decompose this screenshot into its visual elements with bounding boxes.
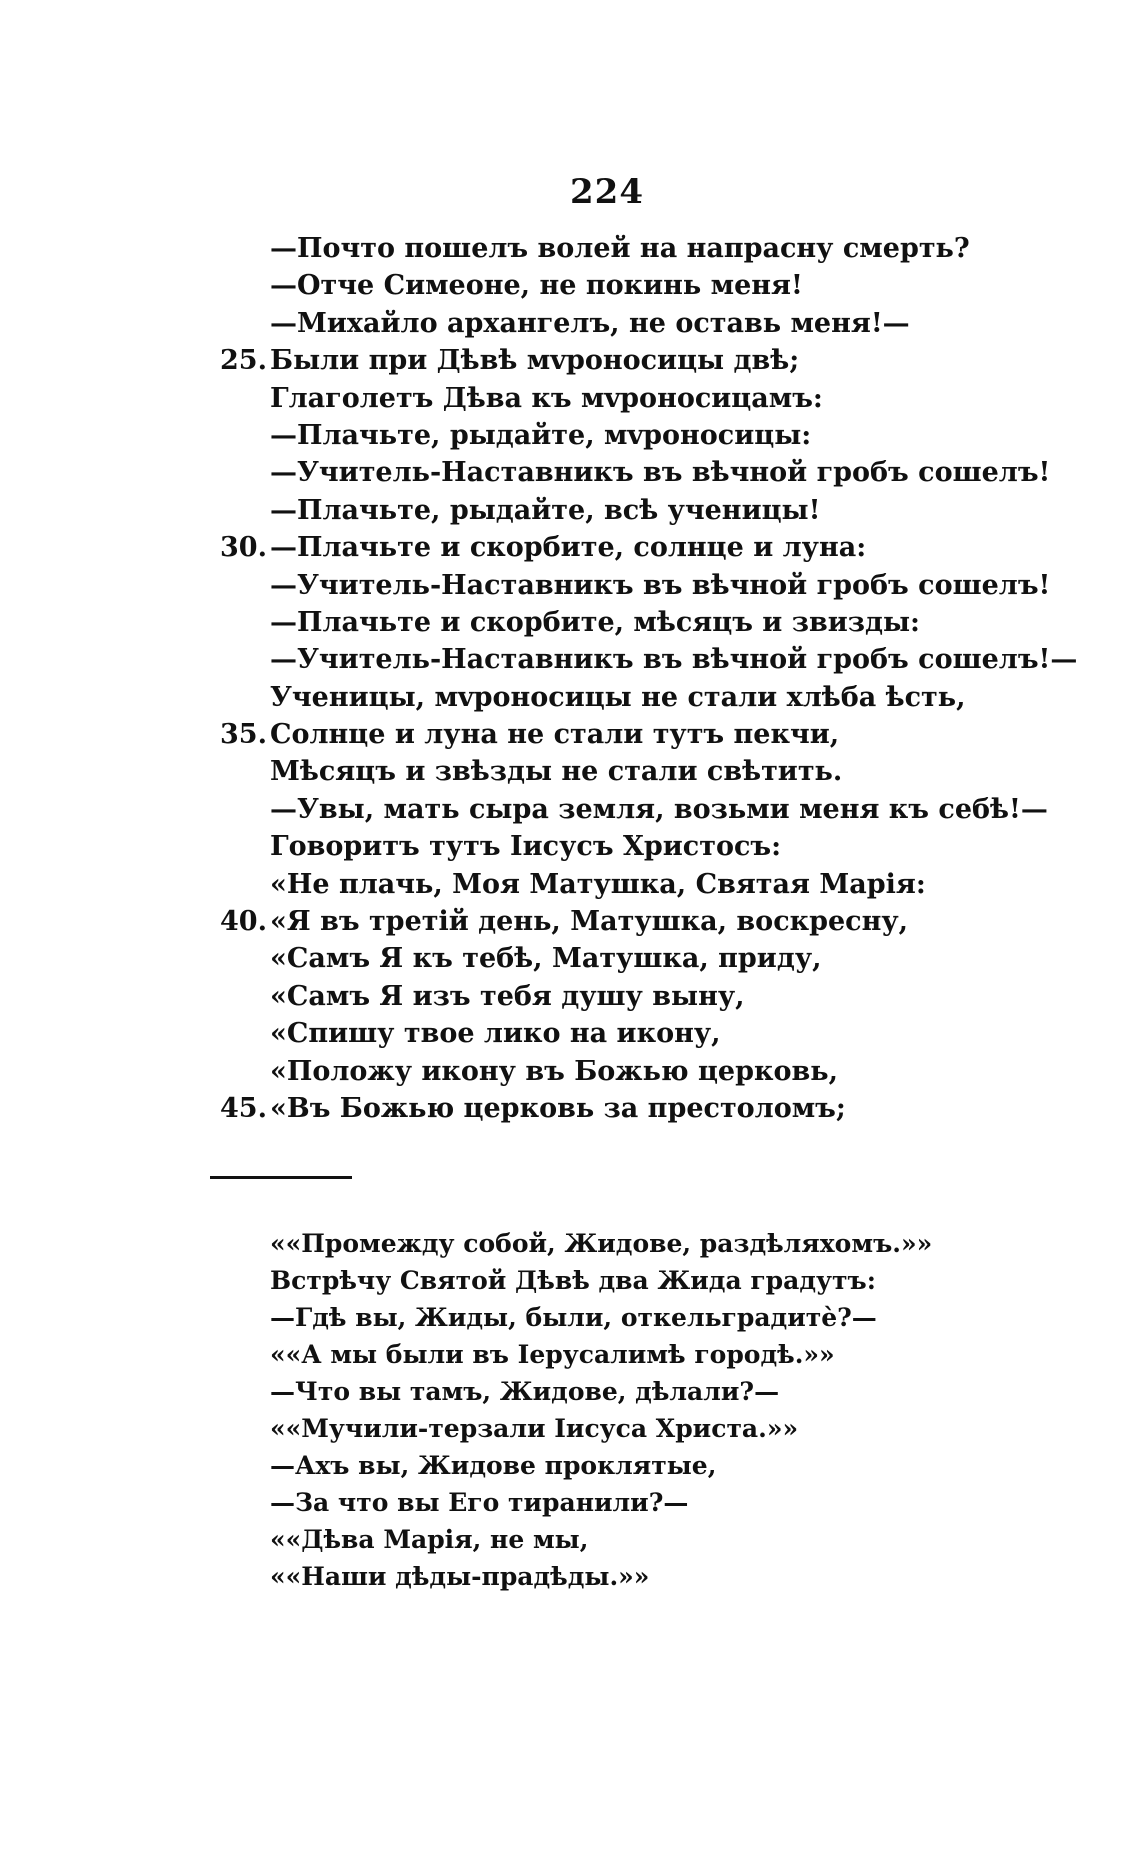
footnote-line: —За что вы Его тиранили?—	[270, 1488, 689, 1517]
page-number: 224	[570, 172, 644, 212]
footnote-line: ««Дѣва Марія, не мы,	[270, 1525, 589, 1554]
line-number: 25.	[220, 345, 267, 377]
verse-text: —Учитель-Наставникъ въ вѣчной гробъ сошелъ!	[270, 569, 1051, 601]
footnote-divider	[210, 1176, 352, 1179]
verse-block	[210, 230, 1078, 1127]
verse-line	[210, 492, 1010, 529]
footnote-line: ««Промежду собой, Жидове, раздѣляхомъ.»»	[270, 1229, 933, 1258]
verse-text: Солнце и луна не стали тутъ пекчи,	[270, 719, 840, 751]
verse-text: —Плачьте, рыдайте, мvроносицы:	[270, 419, 812, 451]
verse-line	[210, 828, 1010, 865]
verse-text: «Положу икону въ Божью церковь,	[270, 1055, 838, 1087]
verse-line	[210, 641, 1078, 678]
verse-text: «Не плачь, Моя Матушка, Святая Марія:	[270, 868, 926, 900]
footnote-line: ««Наши дѣды-прадѣды.»»	[270, 1562, 650, 1591]
footnote-block	[270, 1225, 970, 1595]
verse-text: Говоритъ тутъ Іисусъ Христосъ:	[270, 831, 782, 863]
footnote-line: ««А мы были въ Іерусалимѣ городѣ.»»	[270, 1340, 835, 1369]
verse-line	[210, 305, 1010, 342]
verse-line	[210, 716, 1010, 753]
verse-line	[210, 267, 1010, 304]
verse-line	[210, 1015, 1010, 1052]
verse-text: —Увы, мать сыра земля, возьми меня къ себѣ!—	[270, 793, 1048, 825]
verse-text: —Почто пошелъ волей на напрасну смерть?	[270, 233, 970, 264]
verse-text: —Учитель-Наставникъ въ вѣчной гробъ сошелъ!—	[270, 644, 1078, 676]
verse-text: Глаголетъ Дѣва къ мvроносицамъ:	[270, 382, 823, 414]
verse-line	[210, 1090, 1010, 1127]
footnote-line: Встрѣчу Святой Дѣвѣ два Жида градутъ:	[270, 1266, 876, 1295]
line-number: 35.	[220, 719, 267, 751]
footnote-line: —Что вы тамъ, Жидове, дѣлали?—	[270, 1377, 780, 1406]
verse-line	[210, 791, 1048, 828]
verse-text: —Михайло архангелъ, не оставь меня!—	[270, 307, 910, 339]
line-number: 30.	[220, 532, 267, 564]
verse-line	[210, 417, 1010, 454]
verse-line	[210, 529, 1010, 566]
verse-line	[210, 753, 1010, 790]
verse-text: —Плачьте и скорбите, солнце и луна:	[270, 532, 867, 564]
verse-text: Мѣсяцъ и звѣзды не стали свѣтить.	[270, 756, 843, 788]
footnote-line: ««Мучили-терзали Іисуса Христа.»»	[270, 1414, 799, 1443]
line-number: 45.	[220, 1092, 267, 1124]
verse-text: «Я въ третій день, Матушка, воскресну,	[270, 906, 909, 938]
verse-line	[210, 230, 1010, 267]
verse-line	[210, 1053, 1010, 1090]
verse-text: —Отче Симеоне, не покинь меня!	[270, 270, 803, 302]
verse-text: «Самъ Я изъ тебя душу выну,	[270, 980, 745, 1012]
footnote-line: —Гдѣ вы, Жиды, были, откельградитѐ?—	[270, 1303, 877, 1332]
verse-line	[210, 903, 1010, 940]
verse-text: Ученицы, мvроносицы не стали хлѣба ѣсть,	[270, 681, 966, 713]
verse-line	[210, 679, 1010, 716]
verse-text: —Учитель-Наставникъ въ вѣчной гробъ сошелъ!	[270, 457, 1051, 489]
verse-line	[210, 454, 1051, 491]
verse-line	[210, 978, 1010, 1015]
verse-line	[210, 866, 1010, 903]
verse-text: «Спишу твое лико на икону,	[270, 1018, 721, 1050]
verse-line	[210, 342, 1010, 379]
verse-line	[210, 567, 1051, 604]
verse-line	[210, 380, 1010, 417]
verse-line	[210, 604, 1010, 641]
verse-text: «Самъ Я къ тебѣ, Матушка, приду,	[270, 943, 822, 975]
verse-text: «Въ Божью церковь за престоломъ;	[270, 1092, 846, 1124]
footnote-line: —Ахъ вы, Жидове проклятые,	[270, 1451, 717, 1480]
verse-text: Были при Дѣвѣ мvроносицы двѣ;	[270, 345, 800, 377]
line-number: 40.	[220, 906, 267, 938]
verse-text: —Плачьте, рыдайте, всѣ ученицы!	[270, 494, 821, 526]
verse-line	[210, 940, 1010, 977]
verse-text: —Плачьте и скорбите, мѣсяцъ и звизды:	[270, 606, 921, 638]
